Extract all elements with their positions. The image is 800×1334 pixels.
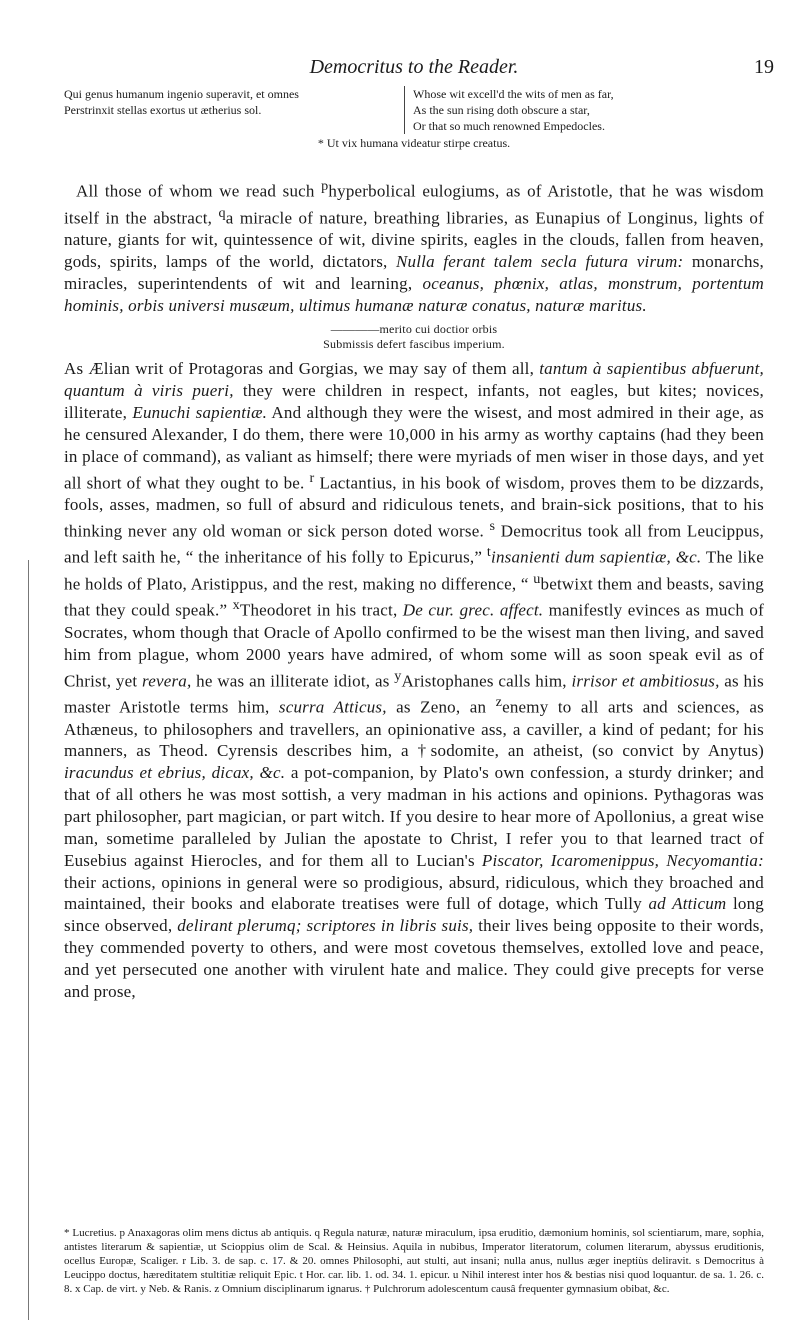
text-run: a miracle of nature, breathing libraries, as Eunapius of Longinus, lights of nature, giants for wit, quintessence of wit, divine spirits, eagles in the clouds, fallen from heaven, gods, spirits, lamps of the world, dictators, <box>64 208 764 271</box>
paragraph <box>64 358 764 1002</box>
latin-phrase: insanienti dum sapientiæ, &c. <box>491 548 702 568</box>
latin-quotation <box>64 322 764 352</box>
text-run: All those of whom we read such <box>76 181 322 201</box>
latin-phrase: Piscator, Icaromenippus, Necyomantia: <box>481 850 764 870</box>
text-run: as his master Aristotle terms him, <box>64 671 764 717</box>
text-run: sodomite, an atheist, (so convict by Anytus) <box>430 741 764 761</box>
verse-english <box>404 86 743 134</box>
latin-phrase: Nulla ferant talem secla futura virum: <box>396 251 684 271</box>
verse-note: * Ut vix humana videatur stirpe creatus. <box>317 136 511 150</box>
latin-phrase: Eunuchi sapientiæ. <box>132 403 268 423</box>
text-run: manifestly evinces as much of Socrates, whom though that Oracle of Apollo confirmed to be the wisest man then living, and saved him from plague, whom 2000 years have admired, of whom some will as soon speak evil as of Christ, yet <box>64 601 764 691</box>
latin-phrase: scurra Atticus, <box>278 697 387 717</box>
text-run: as Zeno, an <box>386 697 496 717</box>
footnote-marker: y <box>394 667 402 684</box>
verse-english-line: As the sun rising doth obscure a star, <box>413 103 590 117</box>
footnote-marker: p <box>321 178 329 194</box>
quote-line: Submissis defert fascibus imperium. <box>323 337 505 352</box>
latin-phrase: tantum à sapientibus abfuerunt, quantum à viris pueri, <box>64 359 764 401</box>
body-text <box>64 176 764 1003</box>
latin-phrase: delirant plerumq; scriptores in libris suis, <box>177 916 474 936</box>
latin-phrase: iracundus et ebrius, dicax, &c. <box>64 763 286 783</box>
latin-phrase: revera, <box>142 671 192 691</box>
latin-phrase: irrisor et ambitiosus, <box>571 671 720 691</box>
footnote-marker: z <box>495 694 503 711</box>
text-run: their lives being opposite to their words, they commended poverty to others, and were most covetous themselves, extolled love and peace, and yet persecuted one another with virulent hate and malice. They could give precepts for verse and prose, <box>64 916 765 1001</box>
footnote-marker: t <box>486 544 492 561</box>
verse-latin-line: Qui genus humanum ingenio superavit, et omnes <box>64 87 299 101</box>
footnote-marker: r <box>309 469 315 486</box>
verse-latin <box>64 86 394 118</box>
text-run: Lactantius, in his book of wisdom, proves them to be dizzards, fools, asses, madmen, so full of absurd and ridiculous tenets, and brain-sick positions, that to his thinking never any old woman or sick person doted worse. <box>64 473 764 541</box>
running-title: Democritus to the Reader. <box>309 56 519 78</box>
text-run: The like he holds of Plato, Aristippus, and the rest, making no difference, “ <box>64 548 764 594</box>
text-run: hyperbolical eulogiums, as of Aristotle, that he was wisdom itself in the abstract, <box>64 181 764 228</box>
paragraph <box>64 176 764 316</box>
text-run: As Ælian writ of Protagoras and Gorgias, we may say of them all, <box>64 359 540 379</box>
footnote-marker: † <box>417 741 431 761</box>
verse-english-line: Or that so much renowned Empedocles. <box>413 119 605 133</box>
verse-english-line: Whose wit excell'd the wits of men as far, <box>413 87 614 101</box>
text-run: betwixt them and beasts, saving that they could speak.” <box>64 574 764 621</box>
footnotes <box>64 1226 764 1296</box>
text-run: And although they were the wisest, and most admired in their age, as he censured Alexander, I do them, there were 10,000 in his army as worthy captains (had they been in place of command), as valiant as himself; there were myriads of men wiser in those days, and yet all short of what they ought to be. <box>64 403 764 493</box>
latin-phrase: De cur. grec. affect. <box>402 601 544 621</box>
footnote-marker: u <box>533 570 541 587</box>
footnote-marker: x <box>232 597 240 614</box>
verse-latin-line: Perstrinxit stellas exortus ut ætherius sol. <box>64 103 262 117</box>
text-run: Theodoret in his tract, <box>239 601 403 621</box>
text-run: they were children in respect, infants, not eagles, but kites; novices, illiterate, <box>64 381 764 423</box>
footnote-text: * Lucretius. p Anaxagoras olim mens dictus ab antiquis. q Regula naturæ, naturæ miraculum, ipsa eruditio, dæmonium hominis, sol scientiarum, mare, sophia, antistes literarum & sapientiæ, ut Scioppius olim de Scal. & Heinsius. Aquila in nubibus, Imperator literatorum, columen literarum, abyssus eruditionis, ocellus Europæ, Scaliger. r Lib. 3. de sap. c. 17. & 20. omnes Philosophi, aut stulti, aut insani; nulla anus, nullus æger ineptiùs deliravit. s Democritus à Leucippo doctus, hæreditatem stultitiæ reliquit Epic. t Hor. car. lib. 1. od. 34. 1. epicur. u Nihil interest inter hos & bestias nisi quod loquantur. de sa. 1. 26. c. 8. x Cap. de virt. y Neb. & Ranis. z Omnium disciplinarum ignarus. † Pulchrorum adolescentum causâ frequenter gymnasium obibat, &c. <box>64 1227 764 1295</box>
text-run: long since observed, <box>64 894 764 936</box>
text-run: a pot-companion, by Plato's own confession, a sturdy drinker; and that of all others he was most sottish, a very madman in his actions and opinions. Pythagoras was part philosopher, part magician, or part witch. If you desire to hear more of Apollonius, a great wise man, sometime paralleled by Julian the apostate to Christ, I refer you to that learned tract of Eusebius against Hierocles, and for them all to Lucian's <box>64 763 764 870</box>
latin-phrase: ad Atticum <box>648 894 727 914</box>
text-run: enemy to all arts and sciences, as Athæneus, to philosophers and travellers, an opinionative ass, a caviller, a kind of pedant; for his manners, as Theod. Cyrensis describes him, a <box>64 697 764 761</box>
text-run: monarchs, miracles, superintendents of wit and learning, <box>64 251 764 293</box>
footnote-marker: s <box>489 517 496 534</box>
text-run: he was an illiterate idiot, as <box>191 671 395 691</box>
quote-line: ————merito cui doctior orbis <box>330 322 498 337</box>
text-run: Aristophanes calls him, <box>401 671 572 691</box>
text-run: their actions, opinions in general were so prodigious, absurd, ridiculous, which they broached and maintained, their books and elaborate treatises were full of dotage, which Tully <box>64 872 764 914</box>
footnote-marker: q <box>218 204 226 221</box>
text-run: Democritus took all from Leucippus, and left saith he, “ the inheritance of his folly to Epicurus,” <box>64 521 764 568</box>
latin-phrase: oceanus, phœnix, atlas, monstrum, portentum hominis, orbis universi musæum, ultimus humanæ naturæ conatus, naturæ maritus. <box>64 273 764 315</box>
page-number: 19 <box>754 56 774 78</box>
page-edge-rule <box>28 560 29 1320</box>
